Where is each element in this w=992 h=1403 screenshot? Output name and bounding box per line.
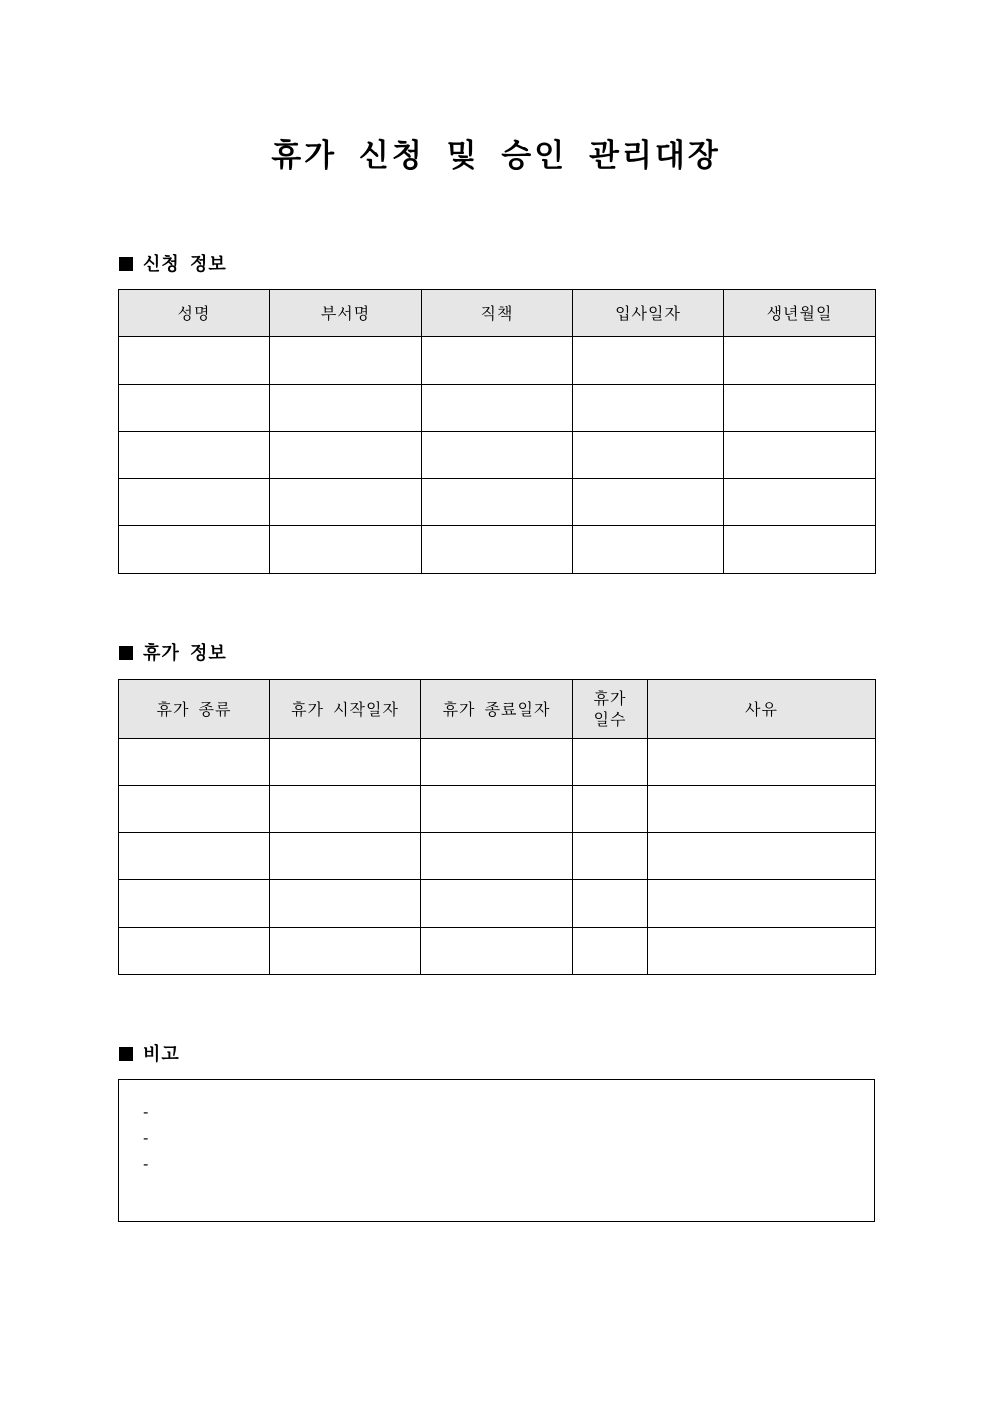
table-row bbox=[119, 479, 876, 526]
leave-cell-type[interactable] bbox=[119, 786, 270, 833]
table-row bbox=[119, 786, 876, 833]
applicant-cell-hire-date[interactable] bbox=[573, 526, 724, 574]
leave-cell-end-date[interactable] bbox=[421, 786, 573, 833]
table-row bbox=[119, 739, 876, 786]
leave-cell-days[interactable] bbox=[573, 739, 648, 786]
table-row bbox=[119, 928, 876, 975]
remarks-section-heading bbox=[119, 1042, 180, 1068]
leave-section-heading-label: 휴가 정보 bbox=[143, 643, 227, 664]
remarks-list bbox=[119, 1080, 874, 1178]
leave-header-end-date: 휴가 종료일자 bbox=[421, 680, 573, 739]
leave-header-reason: 사유 bbox=[648, 680, 876, 739]
leave-cell-type[interactable] bbox=[119, 880, 270, 928]
applicant-cell-name[interactable] bbox=[119, 526, 270, 574]
applicant-cell-department[interactable] bbox=[270, 337, 422, 385]
applicant-cell-hire-date[interactable] bbox=[573, 479, 724, 526]
leave-cell-days[interactable] bbox=[573, 880, 648, 928]
leave-cell-end-date[interactable] bbox=[421, 928, 573, 975]
leave-cell-reason[interactable] bbox=[648, 928, 876, 975]
list-item: - bbox=[143, 1129, 149, 1147]
document-title: 휴가 신청 및 승인 관리대장 bbox=[271, 138, 721, 174]
leave-header-type: 휴가 종류 bbox=[119, 680, 270, 739]
leave-table bbox=[118, 679, 876, 975]
applicant-cell-name[interactable] bbox=[119, 432, 270, 479]
applicant-cell-hire-date[interactable] bbox=[573, 385, 724, 432]
applicant-cell-position[interactable] bbox=[422, 337, 573, 385]
table-row bbox=[119, 385, 876, 432]
applicant-header-birth-date: 생년월일 bbox=[724, 290, 876, 337]
applicant-section-heading bbox=[119, 252, 227, 278]
leave-cell-days[interactable] bbox=[573, 786, 648, 833]
applicant-cell-department[interactable] bbox=[270, 479, 422, 526]
applicant-cell-name[interactable] bbox=[119, 385, 270, 432]
applicant-cell-position[interactable] bbox=[422, 526, 573, 574]
applicant-cell-name[interactable] bbox=[119, 337, 270, 385]
leave-header-start-date: 휴가 시작일자 bbox=[270, 680, 421, 739]
table-row bbox=[119, 526, 876, 574]
applicant-header-row bbox=[119, 290, 876, 337]
applicant-cell-birth-date[interactable] bbox=[724, 432, 876, 479]
applicant-cell-position[interactable] bbox=[422, 385, 573, 432]
leave-cell-days[interactable] bbox=[573, 833, 648, 880]
applicant-cell-name[interactable] bbox=[119, 479, 270, 526]
list-item: - bbox=[143, 1155, 149, 1173]
square-bullet-icon bbox=[119, 257, 133, 271]
applicant-cell-position[interactable] bbox=[422, 432, 573, 479]
leave-cell-reason[interactable] bbox=[648, 739, 876, 786]
leave-cell-end-date[interactable] bbox=[421, 833, 573, 880]
leave-cell-type[interactable] bbox=[119, 928, 270, 975]
applicant-header-name: 성명 bbox=[119, 290, 270, 337]
leave-cell-start-date[interactable] bbox=[270, 928, 421, 975]
leave-section-heading bbox=[119, 641, 227, 667]
leave-cell-reason[interactable] bbox=[648, 786, 876, 833]
leave-cell-start-date[interactable] bbox=[270, 833, 421, 880]
leave-header-row bbox=[119, 680, 876, 739]
applicant-cell-birth-date[interactable] bbox=[724, 337, 876, 385]
leave-cell-end-date[interactable] bbox=[421, 739, 573, 786]
applicant-cell-birth-date[interactable] bbox=[724, 526, 876, 574]
leave-cell-start-date[interactable] bbox=[270, 880, 421, 928]
applicant-cell-department[interactable] bbox=[270, 385, 422, 432]
applicant-header-department: 부서명 bbox=[270, 290, 422, 337]
leave-cell-reason[interactable] bbox=[648, 833, 876, 880]
leave-cell-end-date[interactable] bbox=[421, 880, 573, 928]
applicant-cell-department[interactable] bbox=[270, 432, 422, 479]
applicant-header-hire-date: 입사일자 bbox=[573, 290, 724, 337]
leave-cell-type[interactable] bbox=[119, 833, 270, 880]
applicant-table bbox=[118, 289, 876, 574]
leave-cell-start-date[interactable] bbox=[270, 786, 421, 833]
leave-cell-days[interactable] bbox=[573, 928, 648, 975]
applicant-cell-birth-date[interactable] bbox=[724, 385, 876, 432]
remarks-section-heading-label: 비고 bbox=[143, 1044, 180, 1065]
table-row bbox=[119, 432, 876, 479]
leave-header-days: 휴가 일수 bbox=[573, 680, 648, 739]
applicant-cell-hire-date[interactable] bbox=[573, 337, 724, 385]
leave-cell-type[interactable] bbox=[119, 739, 270, 786]
leave-cell-reason[interactable] bbox=[648, 880, 876, 928]
applicant-header-position: 직책 bbox=[422, 290, 573, 337]
applicant-cell-department[interactable] bbox=[270, 526, 422, 574]
remarks-box[interactable] bbox=[118, 1079, 875, 1222]
square-bullet-icon bbox=[119, 646, 133, 660]
table-row bbox=[119, 337, 876, 385]
leave-cell-start-date[interactable] bbox=[270, 739, 421, 786]
applicant-section-heading-label: 신청 정보 bbox=[143, 254, 227, 275]
applicant-cell-birth-date[interactable] bbox=[724, 479, 876, 526]
table-row bbox=[119, 880, 876, 928]
table-row bbox=[119, 833, 876, 880]
applicant-cell-position[interactable] bbox=[422, 479, 573, 526]
list-item: - bbox=[143, 1103, 149, 1121]
applicant-cell-hire-date[interactable] bbox=[573, 432, 724, 479]
square-bullet-icon bbox=[119, 1047, 133, 1061]
